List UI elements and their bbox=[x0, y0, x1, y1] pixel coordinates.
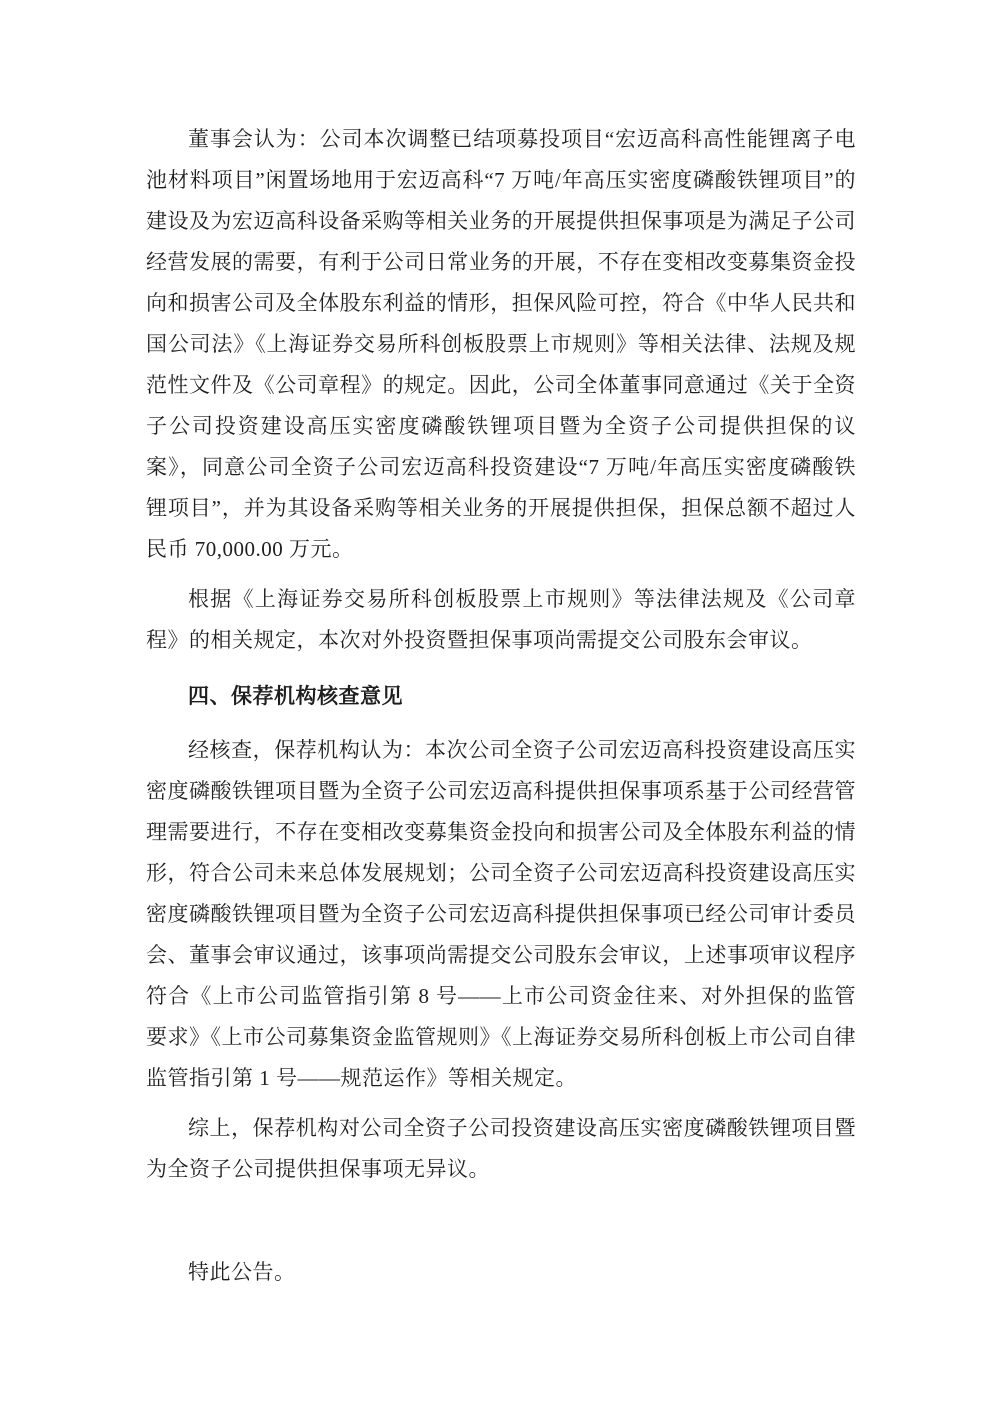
paragraph-shareholder-review: 根据《上海证券交易所科创板股票上市规则》等法律法规及《公司章程》的相关规定，本次对外投资暨担保事项尚需提交公司股东会审议。 bbox=[146, 587, 856, 652]
paragraph-sponsor-opinion: 经核查，保荐机构认为：本次公司全资子公司宏迈高科投资建设高压实密度磷酸铁锂项目暨为全资子公司宏迈高科提供担保事项系基于公司经营管理需要进行，不存在变相改变募集资金投向和损害公司及全体股东利益的情形，符合公司未来总体发展规划；公司全资子公司宏迈高科投资建设高压实密度磷酸铁锂项目暨为全资子公司宏迈高科提供担保事项已经公司审计委员会、董事会审议通过，该事项尚需提交公司股东会审议，上述事项审议程序符合《上市公司监管指引第 8 号——上市公司资金往来、对外担保的监管要求》《上市公司募集资金监管规则》《上海证券交易所科创板上市公司自律监管指引第 1 号——规范运作》等相关规定。 bbox=[146, 738, 856, 1090]
paragraph-conclusion: 综上，保荐机构对公司全资子公司投资建设高压实密度磷酸铁锂项目暨为全资子公司提供担保事项无异议。 bbox=[146, 1116, 856, 1181]
section-heading-sponsor-opinion: 四、保荐机构核查意见 bbox=[188, 685, 403, 708]
closing-statement: 特此公告。 bbox=[188, 1260, 296, 1284]
paragraph-board-opinion: 董事会认为：公司本次调整已结项募投项目“宏迈高科高性能锂离子电池材料项目”闲置场地用于宏迈高科“7 万吨/年高压实密度磷酸铁锂项目”的建设及为宏迈高科设备采购等相关业务的开展提供担保事项是为满足子公司经营发展的需要，有利于公司日常业务的开展，不存在变相改变募集资金投向和损害公司及全体股东利益的情形，担保风险可控，符合《中华人民共和国公司法》《上海证券交易所科创板股票上市规则》等相关法律、法规及规范性文件及《公司章程》的规定。因此，公司全体董事同意通过《关于全资子公司投资建设高压实密度磷酸铁锂项目暨为全资子公司提供担保的议案》，同意公司全资子公司宏迈高科投资建设“7 万吨/年高压实密度磷酸铁锂项目”，并为其设备采购等相关业务的开展提供担保，担保总额不超过人民币 70,000.00 万元。 bbox=[146, 127, 856, 561]
